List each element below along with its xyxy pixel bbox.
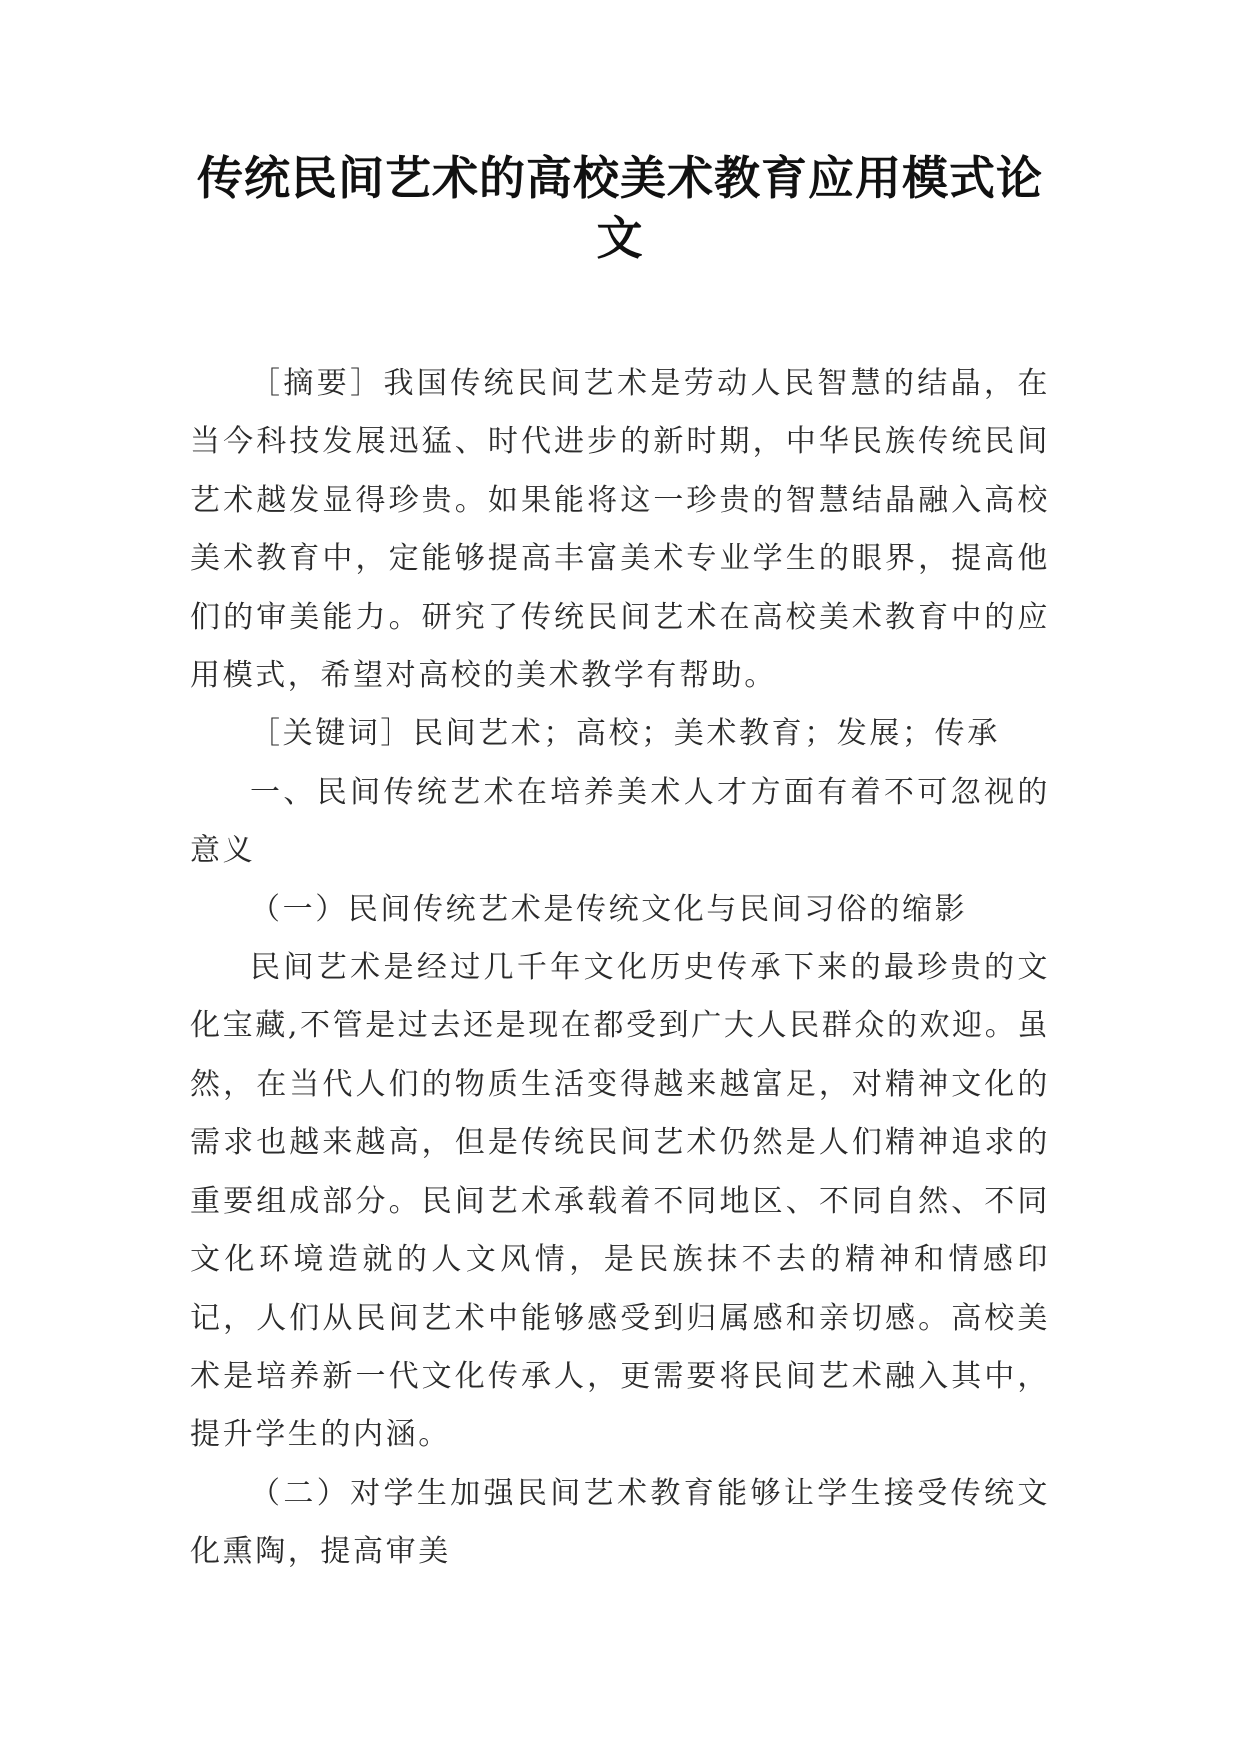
abstract-paragraph: ［摘要］我国传统民间艺术是劳动人民智慧的结晶，在当今科技发展迅猛、时代进步的新时期，中华民族传统民间艺术越发显得珍贵。如果能将这一珍贵的智慧结晶融入高校美术教育中，定能够提高丰富美术专业学生的眼界，提高他们的审美能力。研究了传统民间艺术在高校美术教育中的应用模式，希望对高校的美术教学有帮助。 <box>190 366 1050 694</box>
subsection-heading-2: （二）对学生加强民间艺术教育能够让学生接受传统文化熏陶，提高审美 <box>190 1475 1050 1570</box>
subsection-heading-1: （一）民间传统艺术是传统文化与民间习俗的缩影 <box>250 891 968 927</box>
document-body <box>190 355 1050 1582</box>
section-heading-1: 一、民间传统艺术在培养美术人才方面有着不可忽视的意义 <box>190 774 1050 869</box>
document-title: 传统民间艺术的高校美术教育应用模式论文 <box>197 151 1043 265</box>
keywords-paragraph: ［关键词］民间艺术；高校；美术教育；发展；传承 <box>250 716 1000 752</box>
subsection-body-1: 民间艺术是经过几千年文化历史传承下来的最珍贵的文化宝藏,不管是过去还是现在都受到广大人民群众的欢迎。虽然，在当代人们的物质生活变得越来越富足，对精神文化的需求也越来越高，但是传统民间艺术仍然是人们精神追求的重要组成部分。民间艺术承载着不同地区、不同自然、不同文化环境造就的人文风情，是民族抹不去的精神和情感印记，人们从民间艺术中能够感受到归属感和亲切感。高校美术是培养新一代文化传承人，更需要将民间艺术融入其中，提升学生的内涵。 <box>190 950 1050 1453</box>
